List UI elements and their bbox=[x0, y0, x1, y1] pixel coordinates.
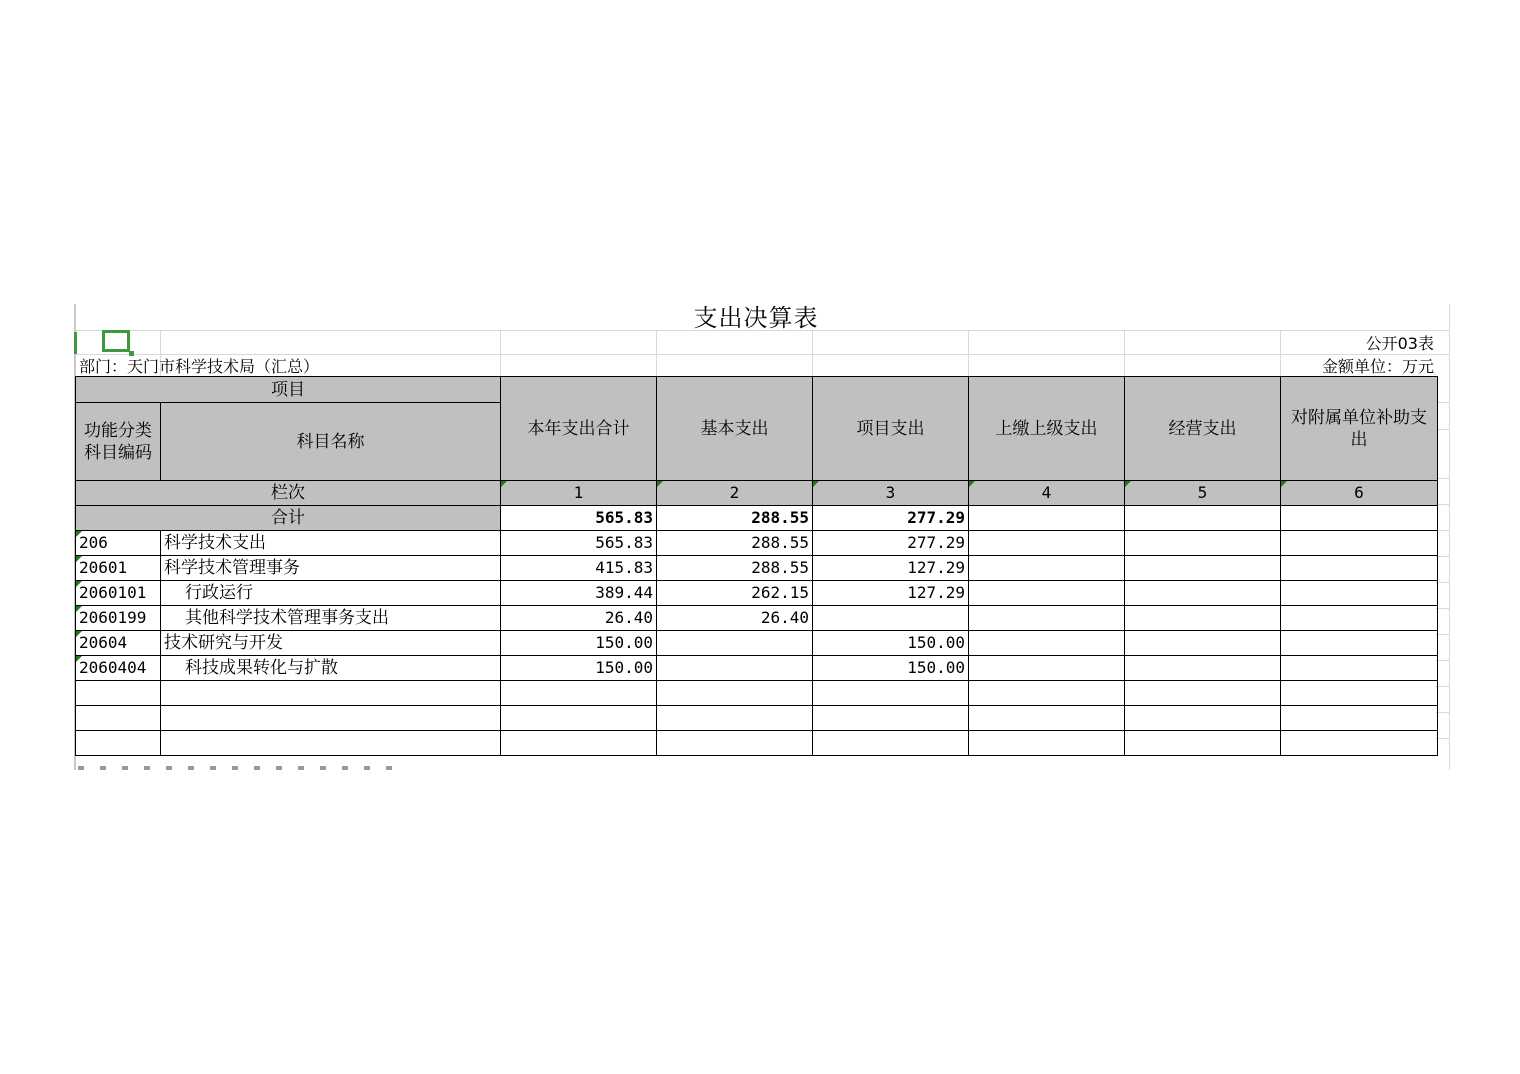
row-code-cell[interactable]: 2060404 bbox=[76, 656, 161, 681]
value-cell[interactable]: 150.00 bbox=[813, 656, 969, 681]
total-cell[interactable] bbox=[969, 506, 1125, 531]
value-cell[interactable] bbox=[813, 706, 969, 731]
header-col-upper: 上缴上级支出 bbox=[969, 377, 1125, 481]
total-cell[interactable]: 277.29 bbox=[813, 506, 969, 531]
row-index-cell[interactable]: 4 bbox=[969, 481, 1125, 506]
row-code-cell[interactable]: 20604 bbox=[76, 631, 161, 656]
gridline bbox=[1436, 634, 1450, 635]
value-cell[interactable] bbox=[1125, 731, 1281, 756]
header-project: 项目 bbox=[76, 377, 501, 403]
total-cell[interactable]: 288.55 bbox=[657, 506, 813, 531]
row-code-cell[interactable]: 20601 bbox=[76, 556, 161, 581]
value-cell[interactable] bbox=[969, 556, 1125, 581]
gridline bbox=[1449, 304, 1450, 770]
row-index-cell[interactable]: 3 bbox=[813, 481, 969, 506]
gridline bbox=[656, 330, 657, 376]
value-cell[interactable] bbox=[969, 531, 1125, 556]
header-col-total: 本年支出合计 bbox=[501, 377, 657, 481]
gridline bbox=[1436, 660, 1450, 661]
value-cell[interactable] bbox=[813, 681, 969, 706]
row-name-cell[interactable]: 科学技术管理事务 bbox=[161, 556, 501, 581]
row-code-cell[interactable] bbox=[76, 731, 161, 756]
gridline bbox=[500, 330, 501, 376]
value-cell[interactable]: 150.00 bbox=[501, 656, 657, 681]
total-cell[interactable]: 565.83 bbox=[501, 506, 657, 531]
header-col-project: 项目支出 bbox=[813, 377, 969, 481]
header-name: 科目名称 bbox=[161, 403, 501, 481]
cut-off-text-line bbox=[78, 766, 398, 770]
gridline bbox=[1436, 712, 1450, 713]
total-cell[interactable] bbox=[1125, 506, 1281, 531]
value-cell[interactable] bbox=[1281, 556, 1438, 581]
row-index-label: 栏次 bbox=[76, 481, 501, 506]
row-name-cell[interactable]: 科学技术支出 bbox=[161, 531, 501, 556]
gridline bbox=[1436, 556, 1450, 557]
row-code-cell[interactable]: 206 bbox=[76, 531, 161, 556]
value-cell[interactable] bbox=[969, 606, 1125, 631]
gridline bbox=[968, 330, 969, 376]
table-row bbox=[76, 606, 1438, 631]
header-col-business: 经营支出 bbox=[1125, 377, 1281, 481]
value-cell[interactable] bbox=[657, 681, 813, 706]
row-code-cell[interactable] bbox=[76, 706, 161, 731]
value-cell[interactable] bbox=[1125, 656, 1281, 681]
value-cell[interactable] bbox=[969, 656, 1125, 681]
gridline bbox=[1124, 330, 1125, 376]
gridline bbox=[1436, 402, 1450, 403]
value-cell[interactable] bbox=[657, 731, 813, 756]
gridline bbox=[1436, 582, 1450, 583]
department-label: 部门：天门市科学技术局（汇总） bbox=[79, 357, 320, 376]
value-cell[interactable] bbox=[969, 681, 1125, 706]
value-cell[interactable] bbox=[1125, 706, 1281, 731]
value-cell[interactable] bbox=[969, 631, 1125, 656]
value-cell[interactable] bbox=[813, 606, 969, 631]
row-name-cell[interactable] bbox=[161, 681, 501, 706]
value-cell[interactable] bbox=[1281, 631, 1438, 656]
gridline bbox=[1436, 686, 1450, 687]
table-row bbox=[76, 731, 1438, 756]
value-cell[interactable]: 288.55 bbox=[657, 531, 813, 556]
value-cell[interactable]: 150.00 bbox=[813, 631, 969, 656]
value-cell[interactable] bbox=[969, 706, 1125, 731]
table-row bbox=[76, 656, 1438, 681]
selected-cell-indicator[interactable] bbox=[102, 330, 130, 352]
gridline bbox=[74, 354, 1450, 355]
row-index-cell[interactable]: 6 bbox=[1281, 481, 1438, 506]
table-row bbox=[76, 706, 1438, 731]
value-cell[interactable] bbox=[657, 656, 813, 681]
value-cell[interactable] bbox=[1125, 556, 1281, 581]
value-cell[interactable]: 288.55 bbox=[657, 556, 813, 581]
value-cell[interactable]: 277.29 bbox=[813, 531, 969, 556]
value-cell[interactable] bbox=[501, 731, 657, 756]
gridline bbox=[1280, 330, 1281, 376]
row-code-cell[interactable] bbox=[76, 681, 161, 706]
total-row bbox=[76, 506, 1438, 531]
header-col-subsidy: 对附属单位补助支出 bbox=[1281, 377, 1438, 481]
value-cell[interactable]: 415.83 bbox=[501, 556, 657, 581]
value-cell[interactable]: 127.29 bbox=[813, 581, 969, 606]
expenditure-table bbox=[75, 376, 1438, 756]
row-name-cell[interactable]: 科技成果转化与扩散 bbox=[161, 656, 501, 681]
value-cell[interactable]: 262.15 bbox=[657, 581, 813, 606]
fill-handle[interactable] bbox=[129, 351, 134, 356]
gridline bbox=[1436, 530, 1450, 531]
gridline bbox=[1436, 429, 1450, 430]
value-cell[interactable] bbox=[969, 581, 1125, 606]
header-col-basic: 基本支出 bbox=[657, 377, 813, 481]
table-row bbox=[76, 631, 1438, 656]
value-cell[interactable] bbox=[501, 681, 657, 706]
row-index-cell[interactable]: 1 bbox=[501, 481, 657, 506]
value-cell[interactable]: 26.40 bbox=[501, 606, 657, 631]
spreadsheet-sheet bbox=[74, 304, 1450, 770]
row-index-cell[interactable]: 2 bbox=[657, 481, 813, 506]
value-cell[interactable] bbox=[969, 731, 1125, 756]
table-row bbox=[76, 556, 1438, 581]
value-cell[interactable]: 127.29 bbox=[813, 556, 969, 581]
gridline bbox=[1436, 738, 1450, 739]
row-name-cell[interactable]: 其他科学技术管理事务支出 bbox=[161, 606, 501, 631]
header-code: 功能分类科目编码 bbox=[76, 403, 161, 481]
value-cell[interactable] bbox=[1125, 581, 1281, 606]
value-cell[interactable] bbox=[657, 631, 813, 656]
value-cell[interactable] bbox=[813, 731, 969, 756]
value-cell[interactable] bbox=[1125, 631, 1281, 656]
document-code: 公开03表 bbox=[1365, 334, 1434, 353]
table-row bbox=[76, 531, 1438, 556]
value-cell[interactable] bbox=[1281, 706, 1438, 731]
row-code-cell[interactable]: 2060199 bbox=[76, 606, 161, 631]
value-cell[interactable] bbox=[1281, 531, 1438, 556]
row-name-cell[interactable] bbox=[161, 731, 501, 756]
total-cell[interactable] bbox=[1281, 506, 1438, 531]
row-code-cell[interactable]: 2060101 bbox=[76, 581, 161, 606]
value-cell[interactable] bbox=[1281, 656, 1438, 681]
value-cell[interactable] bbox=[1281, 581, 1438, 606]
value-cell[interactable] bbox=[1125, 531, 1281, 556]
value-cell[interactable] bbox=[1281, 606, 1438, 631]
value-cell[interactable] bbox=[1125, 606, 1281, 631]
page-title: 支出决算表 bbox=[693, 304, 819, 332]
value-cell[interactable]: 26.40 bbox=[657, 606, 813, 631]
active-row-marker bbox=[74, 332, 77, 354]
gridline bbox=[812, 330, 813, 376]
total-label: 合计 bbox=[76, 506, 501, 531]
value-cell[interactable] bbox=[1281, 681, 1438, 706]
table-row bbox=[76, 681, 1438, 706]
value-cell[interactable] bbox=[657, 706, 813, 731]
amount-unit-label: 金额单位：万元 bbox=[1321, 357, 1434, 376]
gridline bbox=[1436, 478, 1450, 479]
value-cell[interactable]: 389.44 bbox=[501, 581, 657, 606]
row-name-cell[interactable]: 行政运行 bbox=[161, 581, 501, 606]
value-cell[interactable]: 150.00 bbox=[501, 631, 657, 656]
row-index-cell[interactable]: 5 bbox=[1125, 481, 1281, 506]
gridline bbox=[1436, 504, 1450, 505]
gridline bbox=[1436, 608, 1450, 609]
row-name-cell[interactable] bbox=[161, 706, 501, 731]
row-name-cell[interactable]: 技术研究与开发 bbox=[161, 631, 501, 656]
value-cell[interactable] bbox=[1281, 731, 1438, 756]
table-row bbox=[76, 581, 1438, 606]
value-cell[interactable] bbox=[1125, 681, 1281, 706]
value-cell[interactable] bbox=[501, 706, 657, 731]
value-cell[interactable]: 565.83 bbox=[501, 531, 657, 556]
